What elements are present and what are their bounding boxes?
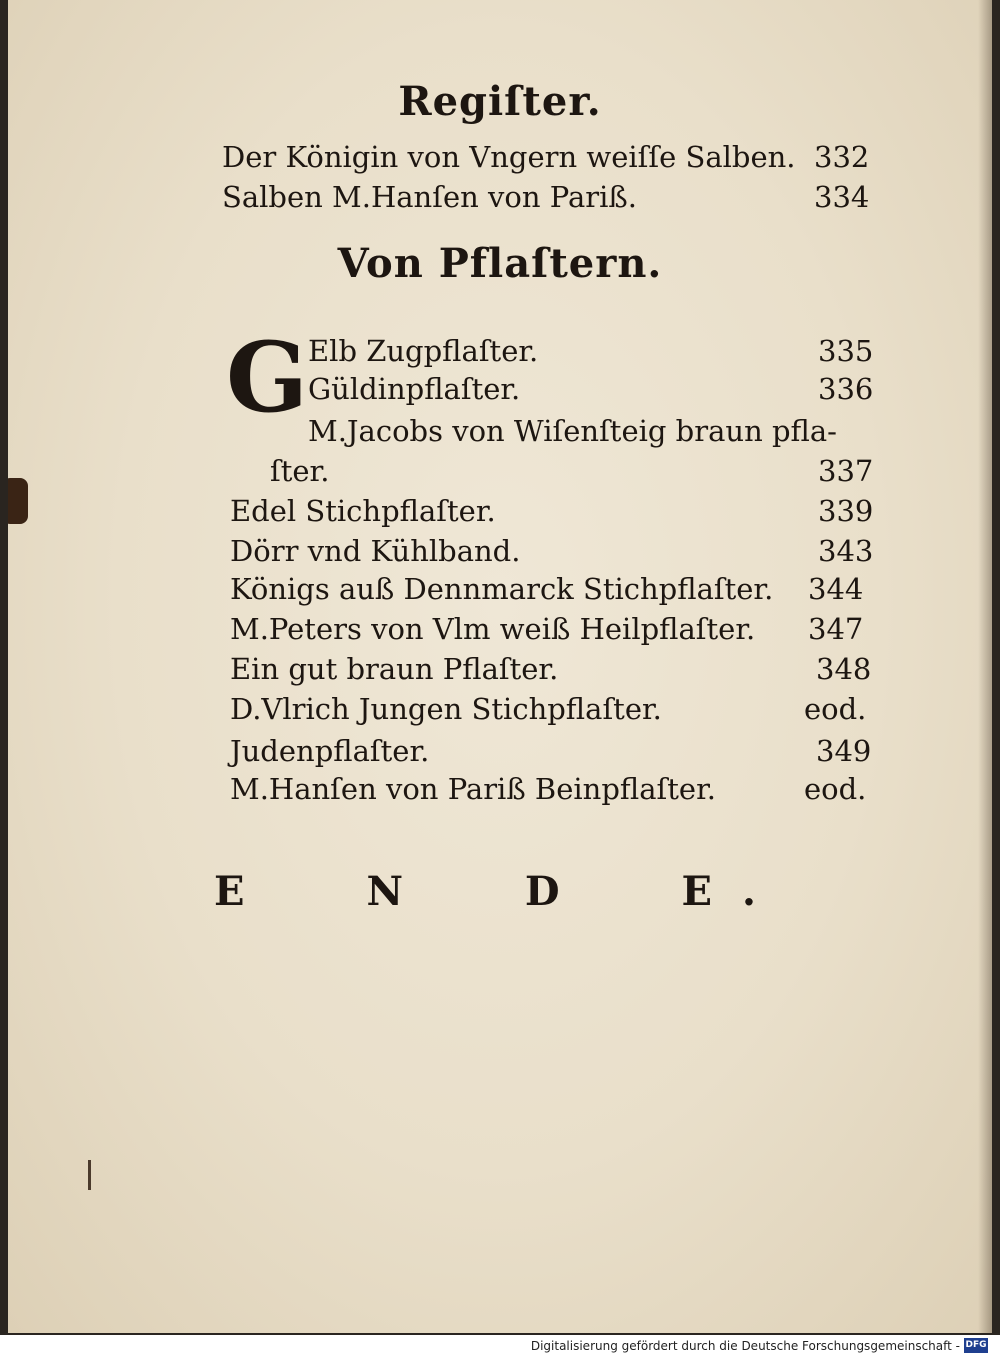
entry-page-number: 348 [816,652,872,686]
footer-credit: Digitalisierung gefördert durch die Deutsche Forschungsgemeinschaft - [530,1339,960,1353]
entry-label: M.Jacobs von Wiſenſteig braun pfla- [308,414,837,448]
section-title: Von Pflaſtern. [337,240,663,287]
entry-page-number: 332 [814,140,870,174]
entry-label: D.Vlrich Jungen Stichpflaſter. [230,692,662,726]
entry-label: Judenpflaſter. [230,734,430,768]
decorated-initial: G [226,321,308,434]
entry-label: Güldinpflaſter. [308,372,521,406]
entry-label: M.Hanſen von Pariß Beinpflaſter. [230,772,716,806]
entry-page-number: 343 [818,534,874,568]
entry-label: Ein gut braun Pflaſter. [230,652,559,686]
entry-page-number: eod. [804,772,867,806]
dfg-logo[interactable]: DFG [964,1338,988,1353]
entry-label: Dörr vnd Kühlband. [230,534,521,568]
page-edge-shadow [978,0,992,1333]
entry-page-number: 349 [816,734,872,768]
entry-page-number: 337 [818,454,874,488]
entry-label: ſter. [270,454,330,488]
entry-label: Königs auß Dennmarck Stichpflaſter. [230,572,774,606]
entry-page-number: 334 [814,180,870,214]
entry-page-number: 347 [808,612,864,646]
entry-page-number: 336 [818,372,874,406]
ink-mark [88,1160,91,1190]
entry-label: Edel Stichpflaſter. [230,494,496,528]
page-title: Regiſter. [398,78,602,125]
entry-page-number: 335 [818,334,874,368]
entry-label: Elb Zugpflaſter. [308,334,539,368]
entry-label: Salben M.Hanſen von Pariß. [222,180,637,214]
entry-label: M.Peters von Vlm weiß Heilpflaſter. [230,612,756,646]
book-page [8,0,992,1333]
entry-label: Der Königin von Vngern weiſſe Salben. [222,140,796,174]
entry-page-number: eod. [804,692,867,726]
entry-page-number: 344 [808,572,864,606]
bookmark-ribbon [8,478,28,524]
digitization-footer [0,1335,1000,1357]
entry-page-number: 339 [818,494,874,528]
closing-word: E N D E. [214,868,786,915]
